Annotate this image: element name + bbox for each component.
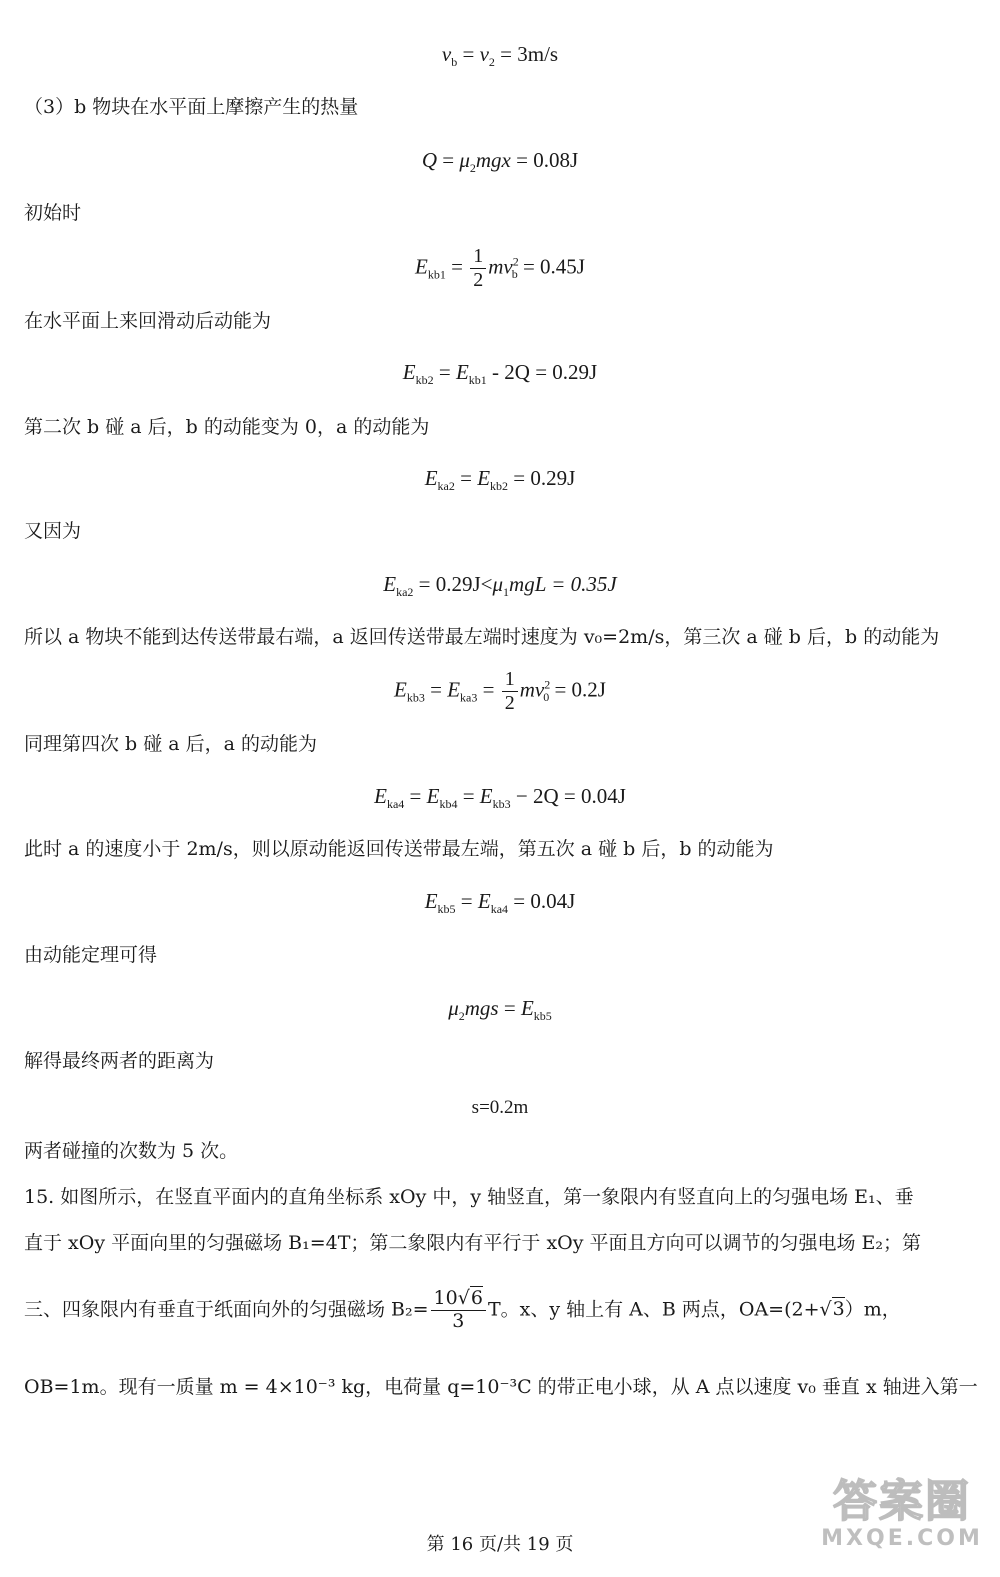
text-q15-line4: OB=1m。现有一质量 m = 4×10⁻³ kg，电荷量 q=10⁻³C 的带正电小球，从 A 点以速度 v₀ 垂直 x 轴进入第一 <box>24 1376 978 1398</box>
formula-Q: $Q = \mu_2mgx = 0.08J$ <box>421 148 579 175</box>
formula-ekb1: $E_{kb1}$ = $\frac{1}{2}$ $mv^2_b = 0.45J$ <box>415 245 585 291</box>
fraction-half: $\frac{1}{2}$ <box>470 245 486 292</box>
text-theorem: 由动能定理可得 <box>24 944 158 966</box>
text-second-collision: 第二次 b 碰 a 后，b 的动能变为 0，a 的动能为 <box>24 416 430 438</box>
fraction-b2: $\frac{10√6}{3}$ <box>431 1288 486 1333</box>
watermark-top-text: 答案圈 <box>833 1476 971 1527</box>
text-solve: 解得最终两者的距离为 <box>24 1050 215 1072</box>
text-so: 所以 a 物块不能到达传送带最右端，a 返回传送带最左端时速度为 v₀=2m/s，第三次 a 碰 b 后，b 的动能为 <box>24 626 940 648</box>
formula-mgs: $\mu_2mgs = E_{kb5}$ <box>448 996 552 1023</box>
text-because: 又因为 <box>24 520 82 542</box>
formula-s: s=0.2m <box>471 1097 529 1118</box>
formula-eka2: $E_{ka2} = E_{kb2} = 0.29J$ <box>424 466 576 493</box>
text-slide: 在水平面上来回滑动后动能为 <box>24 310 272 332</box>
fraction-half-2: $\frac{1}{2}$ <box>502 668 518 715</box>
text-collision-count: 两者碰撞的次数为 5 次。 <box>24 1140 239 1162</box>
formula-vb: $v_b = v_2 = 3m/s$ <box>441 42 559 69</box>
formula-ekb3: $E_{kb3} = E_{ka3}$ = $\frac{1}{2}$ $mv^2_0 = 0.2J$ <box>394 668 606 714</box>
formula-ekb5: $E_{kb5} = E_{ka4} = 0.04J$ <box>424 889 576 916</box>
formula-ekb2: $E_{kb2} = E_{kb1} - 2Q = 0.29J$ <box>402 360 598 387</box>
text-fourth-collision: 同理第四次 b 碰 a 后，a 的动能为 <box>24 733 318 755</box>
text-part3: （3）b 物块在水平面上摩擦产生的热量 <box>24 96 359 118</box>
text-fifth-collision: 此时 a 的速度小于 2m/s，则以原动能返回传送带最左端，第五次 a 碰 b 后，b 的动能为 <box>24 838 774 860</box>
text-q15-line3: 三、四象限内有垂直于纸面向外的匀强磁场 B₂= $\frac{10√6}{3}$ T。x、y 轴上有 A、B 两点，OA=(2+√3）m， <box>24 1287 901 1332</box>
watermark-logo <box>812 1478 992 1570</box>
text-initial: 初始时 <box>24 202 82 224</box>
text-q15-line1: 15. 如图所示，在竖直平面内的直角坐标系 xOy 中，y 轴竖直，第一象限内有竖直向上的匀强电场 E₁、垂 <box>24 1186 914 1208</box>
formula-eka4: $E_{ka4} = E_{kb4} = E_{kb3} - 2Q = 0.04J$ <box>374 784 626 811</box>
text-q15-line2: 直于 xOy 平面向里的匀强磁场 B₁=4T；第二象限内有平行于 xOy 平面且方向可以调节的匀强电场 E₂；第 <box>24 1232 922 1254</box>
formula-compare: $E_{ka2} = 0.29J<\mu_1mgL = 0.35J$ <box>383 572 617 599</box>
watermark-bottom-text: MXQE.COM <box>821 1526 983 1552</box>
page-number-footer: 第 16 页/共 19 页 <box>426 1534 574 1555</box>
